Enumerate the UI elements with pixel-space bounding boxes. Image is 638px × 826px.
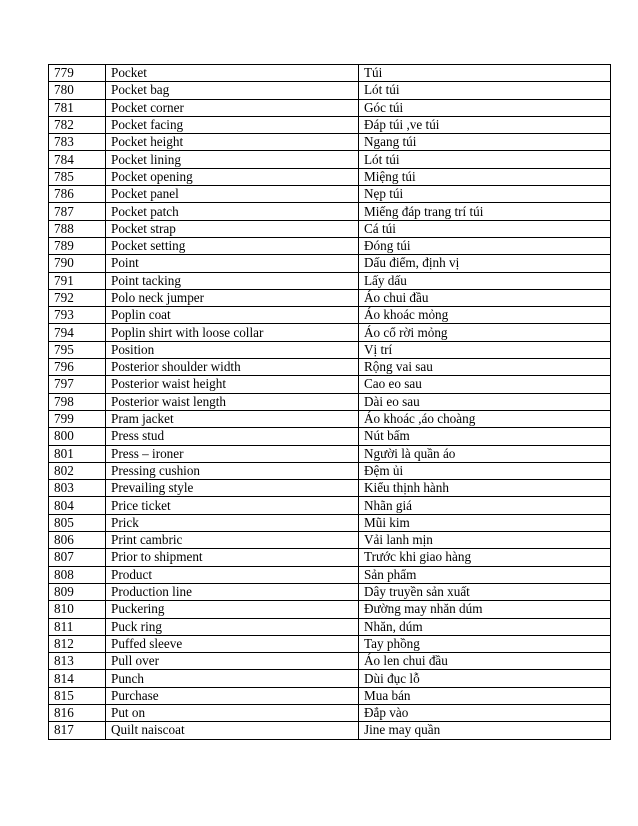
vietnamese-term: Đệm ủi [359, 462, 611, 479]
entry-number: 787 [49, 203, 106, 220]
vietnamese-term: Tay phồng [359, 635, 611, 652]
vietnamese-term: Đáp túi ,ve túi [359, 116, 611, 133]
table-row [49, 203, 611, 220]
table-row [49, 272, 611, 289]
entry-number: 798 [49, 393, 106, 410]
entry-number: 792 [49, 289, 106, 306]
vietnamese-term: Dấu điểm, định vị [359, 255, 611, 272]
english-term: Press – ironer [106, 445, 359, 462]
table-row [49, 116, 611, 133]
vietnamese-term: Jine may quần [359, 722, 611, 739]
vietnamese-term: Cá túi [359, 220, 611, 237]
vietnamese-term: Đóng túi [359, 237, 611, 254]
vietnamese-term: Đắp vào [359, 704, 611, 721]
table-row [49, 670, 611, 687]
english-term: Puffed sleeve [106, 635, 359, 652]
english-term: Purchase [106, 687, 359, 704]
english-term: Point tacking [106, 272, 359, 289]
entry-number: 803 [49, 480, 106, 497]
english-term: Punch [106, 670, 359, 687]
table-row [49, 341, 611, 358]
vietnamese-term: Mũi kim [359, 514, 611, 531]
english-term: Pram jacket [106, 410, 359, 427]
vietnamese-term: Trước khi giao hàng [359, 549, 611, 566]
entry-number: 800 [49, 428, 106, 445]
table-row [49, 687, 611, 704]
table-row [49, 497, 611, 514]
entry-number: 797 [49, 376, 106, 393]
vietnamese-term: Vải lanh mịn [359, 532, 611, 549]
entry-number: 809 [49, 583, 106, 600]
entry-number: 793 [49, 307, 106, 324]
entry-number: 806 [49, 532, 106, 549]
table-row [49, 168, 611, 185]
english-term: Posterior waist height [106, 376, 359, 393]
vietnamese-term: Nhăn, dúm [359, 618, 611, 635]
table-row [49, 704, 611, 721]
english-term: Pocket strap [106, 220, 359, 237]
table-row [49, 99, 611, 116]
glossary-table [48, 64, 611, 740]
entry-number: 810 [49, 601, 106, 618]
table-row [49, 532, 611, 549]
english-term: Press stud [106, 428, 359, 445]
table-row [49, 618, 611, 635]
english-term: Posterior shoulder width [106, 359, 359, 376]
english-term: Pocket height [106, 134, 359, 151]
glossary-body [49, 65, 611, 740]
vietnamese-term: Áo khoác mỏng [359, 307, 611, 324]
entry-number: 784 [49, 151, 106, 168]
english-term: Product [106, 566, 359, 583]
vietnamese-term: Miếng đáp trang trí túi [359, 203, 611, 220]
english-term: Pocket panel [106, 186, 359, 203]
vietnamese-term: Nẹp túi [359, 186, 611, 203]
english-term: Prior to shipment [106, 549, 359, 566]
english-term: Pocket opening [106, 168, 359, 185]
table-row [49, 722, 611, 739]
table-row [49, 376, 611, 393]
table-row [49, 635, 611, 652]
entry-number: 785 [49, 168, 106, 185]
vietnamese-term: Rộng vai sau [359, 359, 611, 376]
vietnamese-term: Cao eo sau [359, 376, 611, 393]
table-row [49, 324, 611, 341]
english-term: Pressing cushion [106, 462, 359, 479]
table-row [49, 480, 611, 497]
vietnamese-term: Vị trí [359, 341, 611, 358]
vietnamese-term: Dây truyền sản xuất [359, 583, 611, 600]
table-row [49, 462, 611, 479]
english-term: Pocket patch [106, 203, 359, 220]
english-term: Poplin shirt with loose collar [106, 324, 359, 341]
entry-number: 780 [49, 82, 106, 99]
vietnamese-term: Góc túi [359, 99, 611, 116]
english-term: Print cambric [106, 532, 359, 549]
entry-number: 790 [49, 255, 106, 272]
vietnamese-term: Lót túi [359, 82, 611, 99]
table-row [49, 514, 611, 531]
table-row [49, 186, 611, 203]
vietnamese-term: Túi [359, 65, 611, 82]
english-term: Pull over [106, 653, 359, 670]
english-term: Puck ring [106, 618, 359, 635]
vietnamese-term: Áo cổ rời mỏng [359, 324, 611, 341]
table-row [49, 307, 611, 324]
english-term: Puckering [106, 601, 359, 618]
english-term: Pocket setting [106, 237, 359, 254]
english-term: Production line [106, 583, 359, 600]
english-term: Pocket [106, 65, 359, 82]
entry-number: 796 [49, 359, 106, 376]
english-term: Position [106, 341, 359, 358]
vietnamese-term: Nhãn giá [359, 497, 611, 514]
entry-number: 815 [49, 687, 106, 704]
entry-number: 808 [49, 566, 106, 583]
english-term: Posterior waist length [106, 393, 359, 410]
english-term: Put on [106, 704, 359, 721]
entry-number: 811 [49, 618, 106, 635]
entry-number: 816 [49, 704, 106, 721]
entry-number: 782 [49, 116, 106, 133]
english-term: Pocket facing [106, 116, 359, 133]
vietnamese-term: Áo khoác ,áo choàng [359, 410, 611, 427]
entry-number: 817 [49, 722, 106, 739]
english-term: Price ticket [106, 497, 359, 514]
vietnamese-term: Áo chui đầu [359, 289, 611, 306]
entry-number: 801 [49, 445, 106, 462]
entry-number: 786 [49, 186, 106, 203]
table-row [49, 289, 611, 306]
entry-number: 788 [49, 220, 106, 237]
entry-number: 802 [49, 462, 106, 479]
entry-number: 783 [49, 134, 106, 151]
table-row [49, 65, 611, 82]
english-term: Poplin coat [106, 307, 359, 324]
english-term: Pocket lining [106, 151, 359, 168]
table-row [49, 566, 611, 583]
table-row [49, 445, 611, 462]
table-row [49, 410, 611, 427]
english-term: Point [106, 255, 359, 272]
vietnamese-term: Mua bán [359, 687, 611, 704]
table-row [49, 255, 611, 272]
vietnamese-term: Dài eo sau [359, 393, 611, 410]
entry-number: 814 [49, 670, 106, 687]
table-row [49, 653, 611, 670]
table-row [49, 428, 611, 445]
entry-number: 813 [49, 653, 106, 670]
table-row [49, 82, 611, 99]
vietnamese-term: Người là quần áo [359, 445, 611, 462]
english-term: Pocket corner [106, 99, 359, 116]
table-row [49, 237, 611, 254]
vietnamese-term: Áo len chui đầu [359, 653, 611, 670]
english-term: Pocket bag [106, 82, 359, 99]
table-row [49, 220, 611, 237]
entry-number: 807 [49, 549, 106, 566]
entry-number: 791 [49, 272, 106, 289]
entry-number: 794 [49, 324, 106, 341]
entry-number: 799 [49, 410, 106, 427]
entry-number: 781 [49, 99, 106, 116]
entry-number: 795 [49, 341, 106, 358]
table-row [49, 549, 611, 566]
vietnamese-term: Đường may nhăn dúm [359, 601, 611, 618]
table-row [49, 151, 611, 168]
table-row [49, 583, 611, 600]
entry-number: 812 [49, 635, 106, 652]
vietnamese-term: Lấy dấu [359, 272, 611, 289]
entry-number: 804 [49, 497, 106, 514]
vietnamese-term: Ngang túi [359, 134, 611, 151]
table-row [49, 393, 611, 410]
vietnamese-term: Nút bấm [359, 428, 611, 445]
vietnamese-term: Sản phẩm [359, 566, 611, 583]
vietnamese-term: Miệng túi [359, 168, 611, 185]
vietnamese-term: Kiểu thịnh hành [359, 480, 611, 497]
entry-number: 789 [49, 237, 106, 254]
vietnamese-term: Lót túi [359, 151, 611, 168]
english-term: Quilt naiscoat [106, 722, 359, 739]
entry-number: 805 [49, 514, 106, 531]
vietnamese-term: Dùi đục lỗ [359, 670, 611, 687]
english-term: Prevailing style [106, 480, 359, 497]
english-term: Polo neck jumper [106, 289, 359, 306]
entry-number: 779 [49, 65, 106, 82]
table-row [49, 359, 611, 376]
table-row [49, 134, 611, 151]
english-term: Prick [106, 514, 359, 531]
table-row [49, 601, 611, 618]
